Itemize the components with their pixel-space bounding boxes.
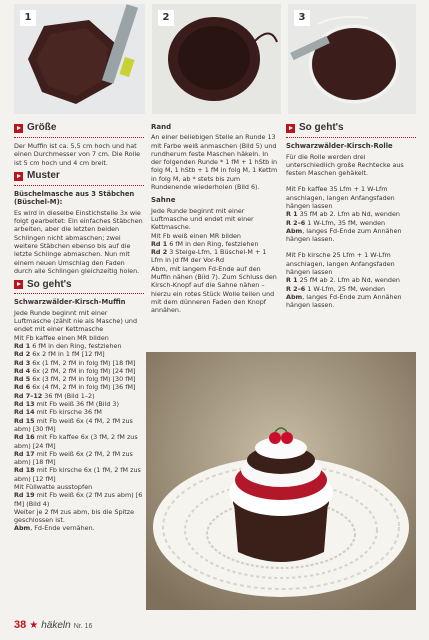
round-label: Abm xyxy=(286,226,303,235)
magazine-brand: häkeln xyxy=(41,620,71,631)
rolle-subtitle: Schwarzwälder-Kirsch-Rolle xyxy=(286,142,393,150)
instruction-line: Abm, langes Fd-Ende zum Annähen hängen lassen. xyxy=(286,292,402,310)
round-label: Rd 6 xyxy=(14,383,31,392)
round-label: Rd 17 xyxy=(14,449,35,458)
instruction-line: Mit Fb weiß einen MR bilden xyxy=(151,231,241,240)
sahne-title: Sahne xyxy=(151,196,176,205)
round-label: Rd 18 xyxy=(14,466,35,475)
instruction-line: Weiter je 2 fM zus abm, bis die Spitze geschlossen ist. xyxy=(14,507,135,525)
round-label: R 1 xyxy=(286,210,298,219)
round-label: Rd 3 xyxy=(14,358,31,367)
instruction-line: Rd 2 3 Steige-Lfm, 1 Büschel-M + 1 Lfm in jd fM der Vor-Rd xyxy=(151,248,267,265)
round-label: Rd 5 xyxy=(14,375,31,384)
right-column xyxy=(286,121,416,315)
page-footer xyxy=(14,619,92,631)
arrow-square-icon xyxy=(14,280,23,289)
divider xyxy=(286,137,416,138)
step-number: 2 xyxy=(158,10,174,26)
sahne-outro: Abm, mit langem Fd-Ende auf den Muffin nähen (Bild 7). Zum Schluss den Kirsch-Knopf auf die Sahne nähen – hierzu ein rotes Stück Wolle teilen und mit dem dünneren Faden den Knopf annähen. xyxy=(151,264,277,315)
round-label: R 2–6 xyxy=(286,284,306,293)
round-label: Rd 16 xyxy=(14,433,35,442)
instruction-line: Rd 15 mit Fb weiß 6x (4 fM, 2 fM zus abm) [30 fM] xyxy=(14,416,133,433)
section-heading-muster: Muster xyxy=(14,172,144,181)
muffin-subtitle: Schwarzwälder-Kirsch-Muffin xyxy=(14,298,126,307)
muster-subtitle: Büschelmasche aus 3 Stäbchen (Büschel-M): xyxy=(14,189,135,207)
instruction-line: Rd 4 6x (2 fM, 2 fM in folg fM) [24 fM] xyxy=(14,366,136,375)
instruction-line: Rd 17 mit Fb weiß 6x (2 fM, 2 fM zus abm) [18 fM] xyxy=(14,449,133,467)
round-label: Rd 2 xyxy=(151,248,168,257)
step-photo-1 xyxy=(14,4,145,114)
round-label: Rd 1 xyxy=(14,341,31,350)
instruction-line: Rd 7–12 36 fM (Bild 1–2) xyxy=(14,391,95,400)
instruction-line: Rd 3 6x (1 fM, 2 fM in folg fM) [18 fM] xyxy=(14,358,136,367)
divider xyxy=(14,293,144,294)
rolle-instructions-2 xyxy=(286,251,416,309)
round-label: Rd 7–12 xyxy=(14,391,43,400)
groesse-text: Der Muffin ist ca. 5,5 cm hoch und hat einen Durchmesser von 7 cm. Die Rolle ist 5 cm hoch und 4 cm breit. xyxy=(14,142,141,167)
rolle-instructions-1 xyxy=(286,185,416,243)
section-heading-groesse: Größe xyxy=(14,124,144,133)
sahne-instructions xyxy=(151,232,279,265)
arrow-square-icon xyxy=(286,124,295,133)
instruction-line: Rd 18 mit Fb kirsche 6x (1 fM, 2 fM zus abm) [12 fM] xyxy=(14,466,141,483)
instruction-line: R 2–6 1 W-Lfm, 35 fM, wenden xyxy=(286,218,386,227)
arrow-square-icon xyxy=(14,124,23,133)
instruction-line: Mit Füllwatte ausstopfen xyxy=(14,483,93,491)
instruction-line: Rd 13 mit Fb weiß 36 fM (Bild 3) xyxy=(14,400,119,409)
instruction-line: R 2–6 1 W-Lfm, 25 fM, wenden xyxy=(286,284,386,293)
instruction-line: Abm, Fd-Ende vernähen. xyxy=(14,524,95,533)
step-number: 1 xyxy=(20,10,36,26)
muffin-illustration xyxy=(146,352,416,610)
instruction-line: Rd 14 mit Fb kirsche 36 fM xyxy=(14,408,102,417)
instruction-line: Rd 2 6x 2 fM in 1 fM [12 fM] xyxy=(14,350,105,359)
muffin-photo xyxy=(146,352,416,610)
sahne-intro: Jede Runde beginnt mit einer Luftmasche und endet mit einer Kettmasche. xyxy=(151,206,254,232)
rand-text: An einer beliebigen Stelle an Runde 13 mit Farbe weiß anmaschen (Bild 5) und rundherum feste Maschen häkeln. In der folgenden Runde * 1 fM + 1 hStb in folg M, 1 hStb + 1 fM in folg M, 1 Kettm in folg M, ab * stets bis zum Rundenende wiederholen (Bild 6). xyxy=(151,133,278,192)
page-number: 38 xyxy=(14,619,27,631)
rolle-intro: Für die Rolle werden drei unterschiedlich große Rechtecke aus festen Maschen gehäkelt. xyxy=(286,152,404,178)
issue-number: Nr. 16 xyxy=(73,623,93,630)
instruction-line: Rd 19 mit Fb weiß 6x (2 fM zus abm) [6 fM] (Bild 4) xyxy=(14,491,143,508)
instruction-line: Mit Fb kaffee 35 Lfm + 1 W-Lfm anschlagen, langen Anfangsfaden hängen lassen xyxy=(286,185,395,210)
muster-text: Es wird in dieselbe Einstichstelle 3x wie folgt gearbeitet: Ein einfaches Stäbchen arbeiten, aber die letzten beiden Schlingen nicht abmaschen; zwei weitere Stäbchen ebenso bis auf die letzte Schlinge abmaschen. Nun mit einem neuen Umschlag den Faden durch alle Schlingen gleichzeitig holen. xyxy=(14,208,143,275)
instruction-line: Rd 16 mit Fb kaffee 6x (3 fM, 2 fM zus abm) [24 fM] xyxy=(14,433,138,450)
round-label: Rd 4 xyxy=(14,366,31,375)
round-label: Rd 2 xyxy=(14,350,31,359)
middle-column xyxy=(151,123,279,315)
instruction-line: R 1 35 fM ab 2. Lfm ab Nd, wenden xyxy=(286,210,400,219)
round-label: Rd 14 xyxy=(14,408,35,417)
instruction-line: Rd 1 6 fM in den Ring, festziehen xyxy=(151,239,259,248)
instruction-line: Abm, langes Fd-Ende zum Annähen hängen lassen. xyxy=(286,226,402,244)
instruction-line: Mit Fb kirsche 25 Lfm + 1 W-Lfm anschlagen, langen Anfangsfaden hängen lassen xyxy=(286,251,395,277)
instruction-line: Rd 1 6 fM in den Ring, festziehen xyxy=(14,341,122,350)
round-label: Rd 1 xyxy=(151,239,168,248)
round-label: R 1 xyxy=(286,276,298,285)
divider xyxy=(14,185,144,186)
step-photo-2 xyxy=(152,4,281,114)
instruction-line: Rd 5 6x (3 fM, 2 fM in folg fM) [30 fM] xyxy=(14,375,136,384)
muffin-intro: Jede Runde beginnt mit einer Luftmasche (zählt nie als Masche) und endet mit einer Kettmasche xyxy=(14,308,138,334)
round-label: Abm xyxy=(14,524,31,533)
round-label: Rd 13 xyxy=(14,400,35,409)
divider xyxy=(14,137,144,138)
left-column xyxy=(14,121,144,533)
round-label: Rd 15 xyxy=(14,416,35,425)
instruction-line: Rd 6 6x (4 fM, 2 fM in folg fM) [36 fM] xyxy=(14,383,136,392)
round-label: Rd 19 xyxy=(14,491,35,500)
instruction-line: R 1 25 fM ab 2. Lfm ab Nd, wenden xyxy=(286,276,400,285)
instruction-line: Mit Fb kaffee einen MR bilden xyxy=(14,333,109,342)
rand-title: Rand xyxy=(151,123,172,131)
star-icon: ★ xyxy=(29,620,39,631)
step-number: 3 xyxy=(294,10,310,26)
round-label: Abm xyxy=(286,292,303,301)
section-heading-sogehts-rolle: So geht's xyxy=(286,124,416,133)
step-photo-3 xyxy=(288,4,416,114)
round-label: R 2–6 xyxy=(286,218,306,227)
muffin-instructions xyxy=(14,334,144,533)
arrow-square-icon xyxy=(14,172,23,181)
section-heading-sogehts: So geht's xyxy=(14,280,144,289)
